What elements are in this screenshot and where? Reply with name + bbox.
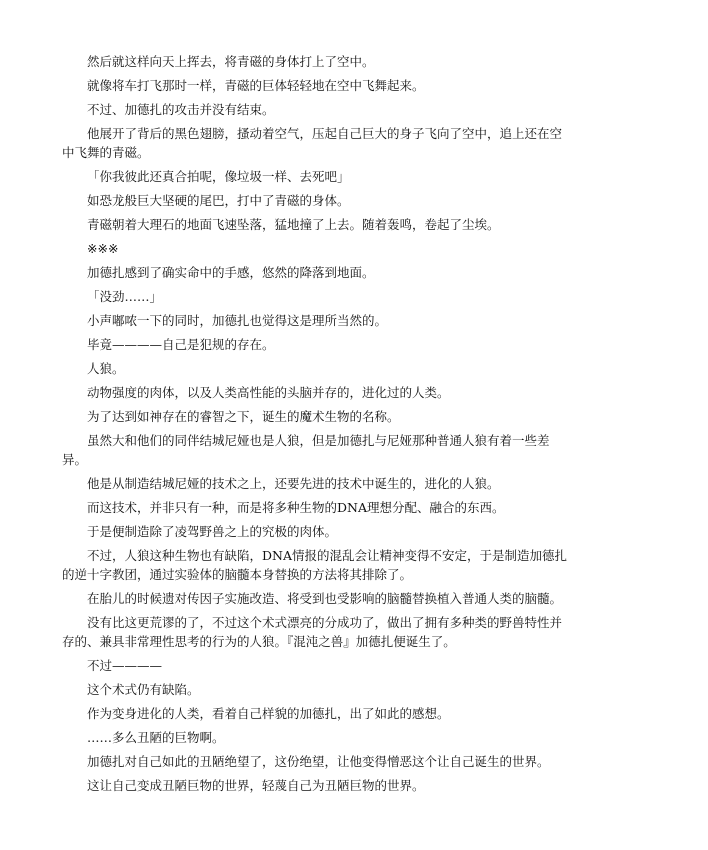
paragraph: 不过，人狼这种生物也有缺陷，DNA情报的混乱会让精神变得不安定，于是制造加德扎的逆十字教团，通过实验体的脑髓本身替换的方法将其排除了。 bbox=[62, 548, 567, 582]
paragraph: 这个术式仍有缺陷。 bbox=[87, 682, 200, 697]
paragraph: 动物强度的肉体，以及人类高性能的头脑并存的，进化过的人类。 bbox=[87, 385, 450, 400]
paragraph: 没有比这更荒谬的了，不过这个术式漂亮的分成功了，做出了拥有多种类的野兽特性并存的、兼具非常理性思考的行为的人狼。『混沌之兽』加德扎便诞生了。 bbox=[62, 615, 563, 649]
document-body bbox=[62, 52, 574, 800]
paragraph: 他是从制造结城尼娅的技术之上，还要先进的技术中诞生的，进化的人狼。 bbox=[87, 476, 500, 491]
paragraph: 小声嘟哝一下的同时，加德扎也觉得这是理所当然的。 bbox=[87, 313, 388, 328]
paragraph: 人狼。 bbox=[87, 361, 125, 376]
paragraph: 如恐龙般巨大坚硬的尾巴，打中了青磁的身体。 bbox=[87, 193, 350, 208]
paragraph: 这让自己变成丑陋巨物的世界，轻蔑自己为丑陋巨物的世界。 bbox=[87, 778, 425, 793]
paragraph: 加德扎对自己如此的丑陋绝望了，这份绝望，让他变得憎恶这个让自己诞生的世界。 bbox=[87, 754, 550, 769]
paragraph: 加德扎感到了确实命中的手感，悠然的降落到地面。 bbox=[87, 265, 375, 280]
paragraph: 而这技术，并非只有一种，而是将多种生物的DNA理想分配、融合的东西。 bbox=[87, 500, 505, 515]
paragraph: 作为变身进化的人类，看着自己样貌的加德扎，出了如此的感想。 bbox=[87, 706, 450, 721]
paragraph: 于是便制造除了凌驾野兽之上的究极的肉体。 bbox=[87, 524, 338, 539]
paragraph: 「你我彼此还真合拍呢，像垃圾一样、去死吧」 bbox=[87, 169, 350, 184]
paragraph: 他展开了背后的黑色翅膀，搔动着空气，压起自己巨大的身子飞向了空中，追上还在空中飞舞的青磁。 bbox=[62, 126, 563, 160]
paragraph: 在胎儿的时候遗对传因子实施改造、将受到也受影响的脑髓替换植入普通人类的脑髓。 bbox=[87, 591, 563, 606]
scene-break: ※※※ bbox=[87, 241, 119, 256]
paragraph: ……多么丑陋的巨物啊。 bbox=[87, 730, 225, 745]
paragraph: 为了达到如神存在的睿智之下，诞生的魔术生物的名称。 bbox=[87, 409, 400, 424]
paragraph: 就像将车打飞那时一样，青磁的巨体轻轻地在空中飞舞起来。 bbox=[87, 78, 425, 93]
paragraph: 不过、加德扎的攻击并没有结束。 bbox=[87, 102, 275, 117]
paragraph: 「没劲……」 bbox=[87, 289, 163, 304]
paragraph: 然后就这样向天上挥去，将青磁的身体打上了空中。 bbox=[87, 54, 375, 69]
paragraph: 虽然大和他们的同伴结城尼娅也是人狼，但是加德扎与尼娅那种普通人狼有着一些差异。 bbox=[62, 433, 550, 467]
paragraph: 不过———— bbox=[87, 658, 163, 673]
paragraph: 毕竟————自己是犯规的存在。 bbox=[87, 337, 275, 352]
paragraph: 青磁朝着大理石的地面飞速坠落，猛地撞了上去。随着轰鸣，卷起了尘埃。 bbox=[87, 217, 500, 232]
